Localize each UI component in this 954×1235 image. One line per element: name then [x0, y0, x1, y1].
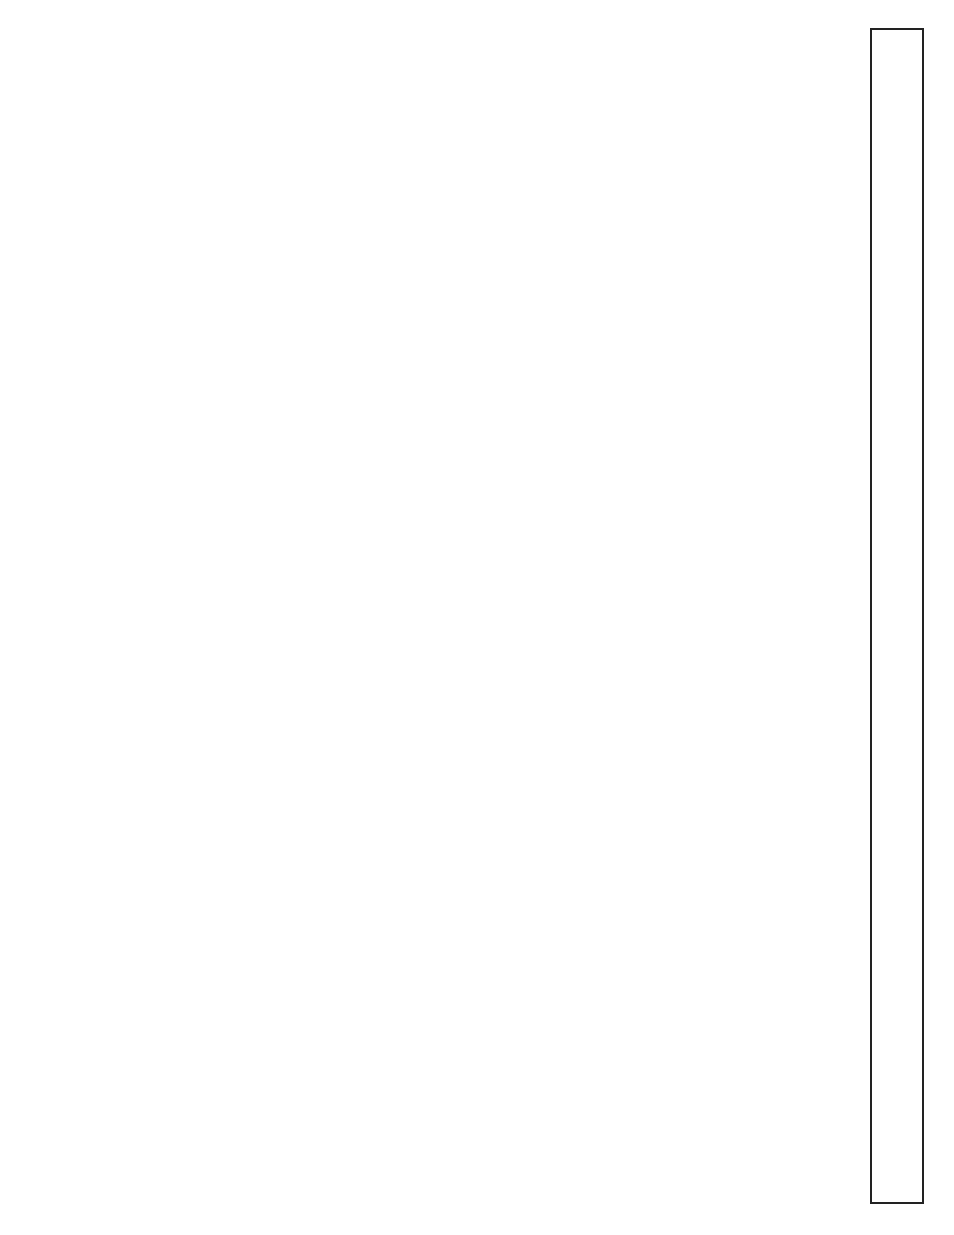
section-tabs	[870, 28, 924, 1204]
